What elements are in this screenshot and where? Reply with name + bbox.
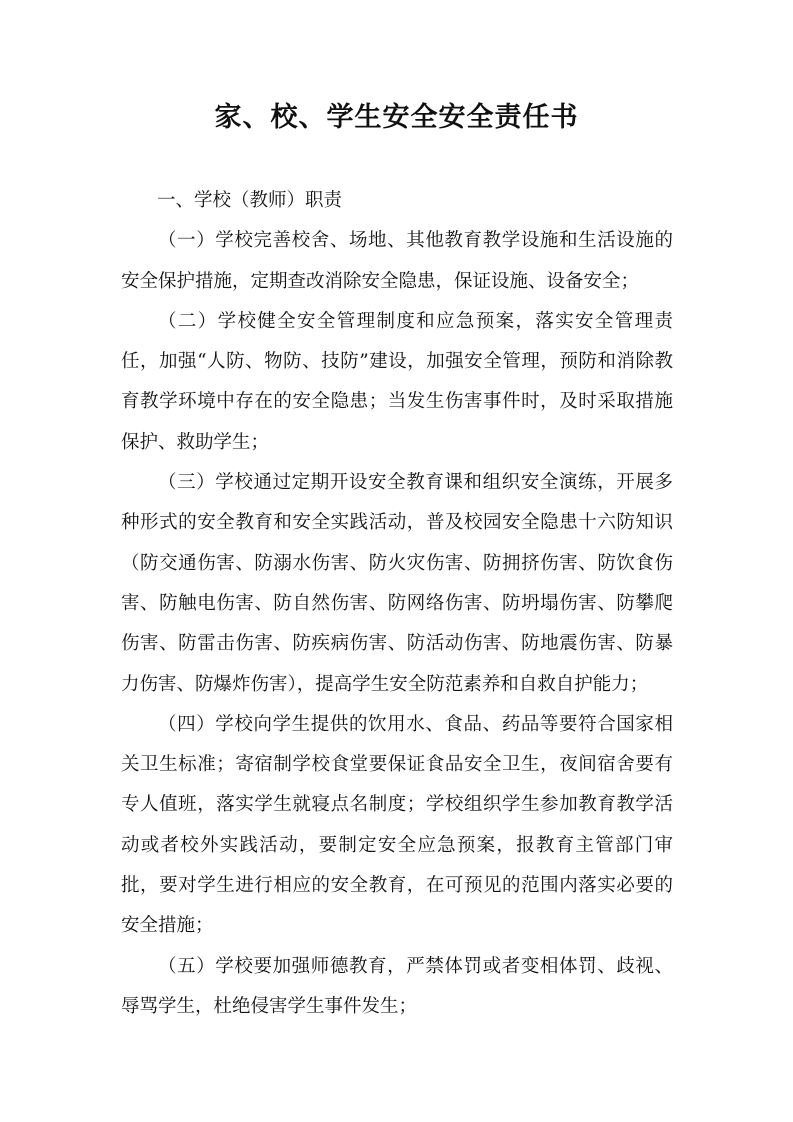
paragraph-1: （一）学校完善校舍、场地、其他教育教学设施和生活设施的安全保护措施，定期查改消除安全隐患，保证设施、设备安全； [121, 230, 673, 292]
section-heading-school-duties: 一、学校（教师）职责 [157, 190, 343, 211]
paragraph-4: （四）学校向学生提供的饮用水、食品、药品等要符合国家相关卫生标准；寄宿制学校食堂要保证食品安全卫生，夜间宿舍要有专人值班，落实学生就寝点名制度；学校组织学生参加教育教学活动或者校外实践活动，要制定安全应急预案，报教育主管部门审批，要对学生进行相应的安全教育，在可预见的范围内落实必要的安全措施； [121, 713, 673, 937]
document-body [121, 181, 673, 1027]
paragraph-2: （二）学校健全安全管理制度和应急预案，落实安全管理责任，加强“人防、物防、技防”建设，加强安全管理，预防和消除教育教学环境中存在的安全隐患；当发生伤害事件时，及时采取措施保护、救助学生； [121, 310, 673, 453]
paragraph-5: （五）学校要加强师德教育，严禁体罚或者变相体罚、歧视、辱骂学生，杜绝侵害学生事件发生； [121, 955, 673, 1017]
paragraph-3: （三）学校通过定期开设安全教育课和组织安全演练，开展多种形式的安全教育和安全实践活动，普及校园安全隐患十六防知识（防交通伤害、防溺水伤害、防火灾伤害、防拥挤伤害、防饮食伤害、防触电伤害、防自然伤害、防网络伤害、防坍塌伤害、防攀爬伤害、防雷击伤害、防疾病伤害、防活动伤害、防地震伤害、防暴力伤害、防爆炸伤害），提高学生安全防范素养和自救自护能力； [121, 472, 673, 695]
document-title: 家、校、学生安全安全责任书 [214, 102, 579, 133]
